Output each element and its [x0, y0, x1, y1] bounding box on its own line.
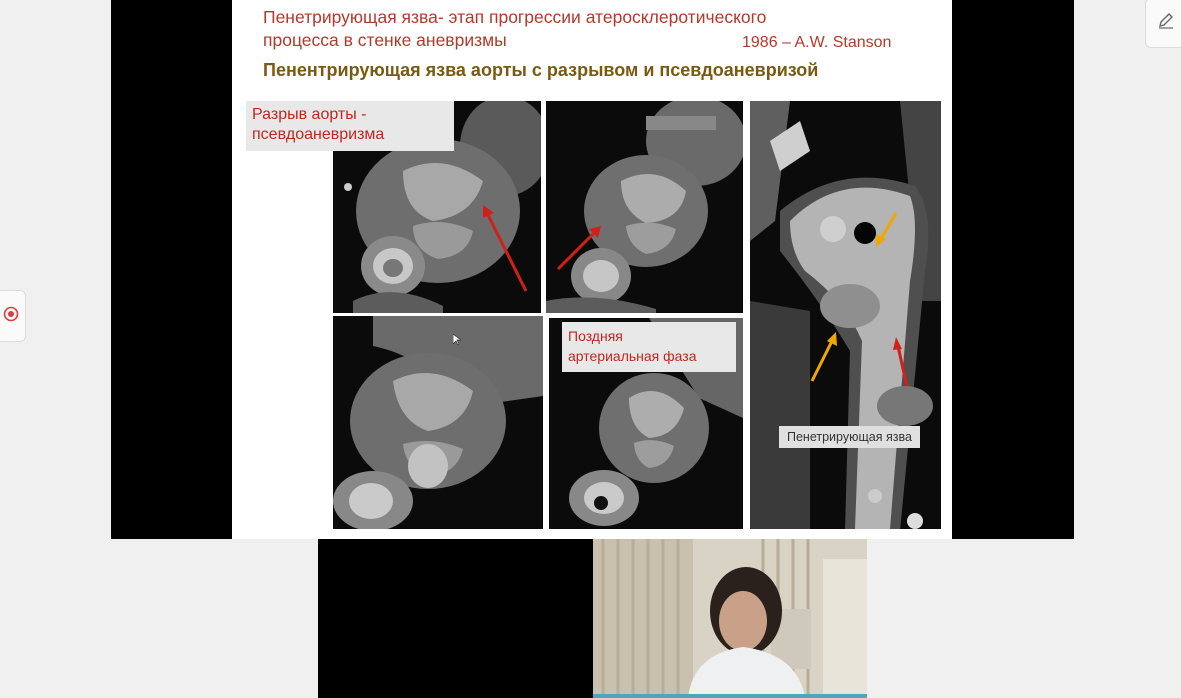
caption-penetrating-ulcer: Пенетрирующая язва — [779, 426, 920, 448]
slide-subtitle: Пенентрирующая язва аорты с разрывом и псевдоаневризой — [263, 60, 819, 80]
speaker-video-frame — [593, 539, 867, 698]
record-button[interactable] — [0, 290, 26, 342]
caption-rupture-line1: Разрыв аорты - — [252, 106, 367, 123]
pen-icon — [1157, 12, 1175, 35]
record-icon — [3, 306, 19, 327]
caption-late-line1: Поздняя — [568, 328, 623, 344]
caption-rupture-line2: псевдоаневризма — [252, 126, 385, 143]
ct-image-top-middle — [546, 101, 743, 313]
caption-late-line2: артериальная фаза — [568, 348, 697, 364]
caption-late-phase — [562, 322, 736, 372]
video-tile-speaker — [593, 539, 867, 698]
slide-title-line2: процесса в стенке аневризмы — [263, 30, 507, 50]
annotate-button[interactable] — [1145, 0, 1181, 48]
ct-image-bottom-left — [333, 316, 543, 529]
slide-title-line1: Пенетрирующая язва- этап прогрессии атеросклеротического — [263, 7, 767, 27]
ct-image-sagittal — [750, 101, 941, 529]
cursor-icon — [453, 333, 461, 351]
caption-rupture — [246, 101, 454, 151]
slide-reference: 1986 – A.W. Stanson — [742, 34, 892, 51]
video-tile-empty — [318, 539, 593, 698]
